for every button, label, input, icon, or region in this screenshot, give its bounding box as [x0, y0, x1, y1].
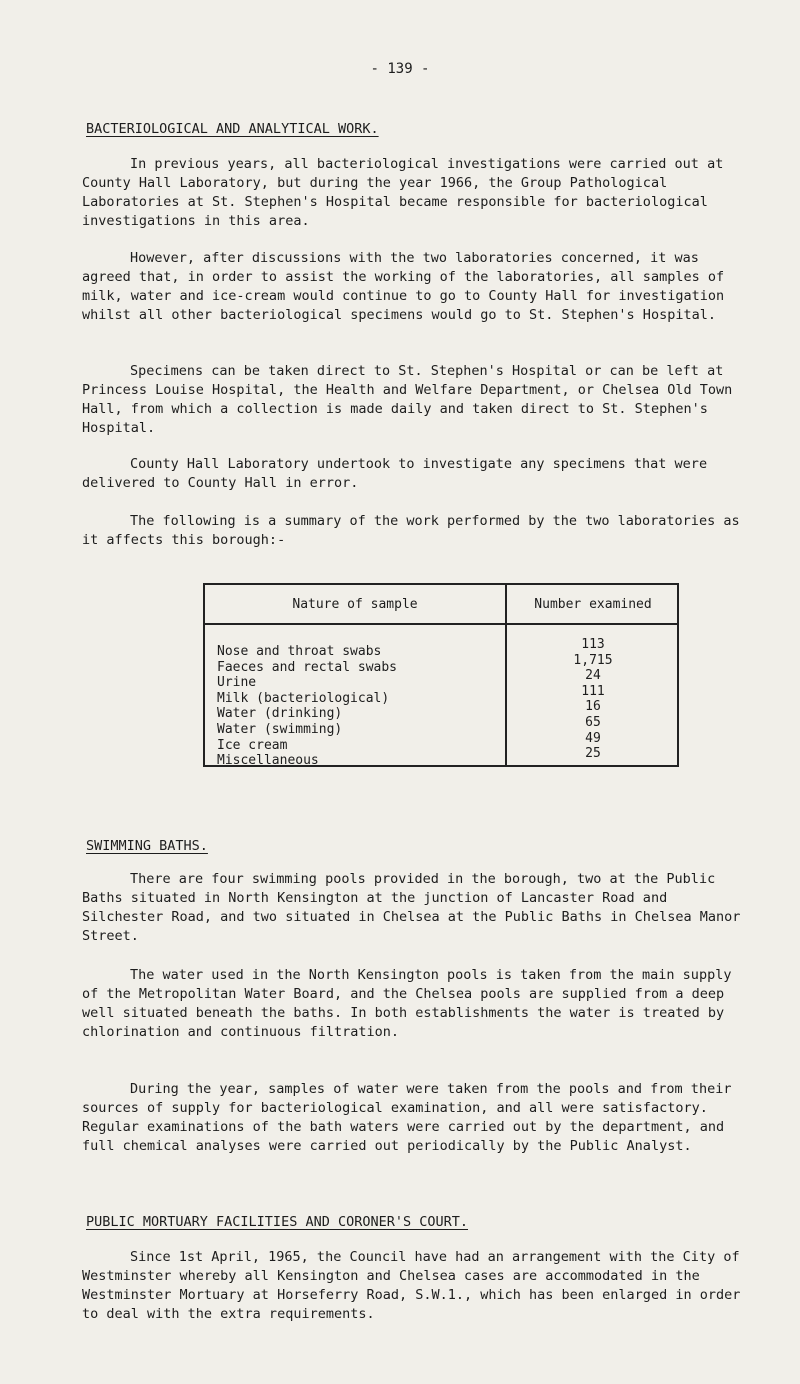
sample-name: Ice cream — [217, 737, 288, 753]
sample-count: 24 — [585, 668, 601, 684]
sample-names-column — [217, 644, 397, 769]
sample-name: Nose and throat swabs — [217, 644, 382, 659]
bacteriological-paragraph-3: Specimens can be taken direct to St. Stephen's Hospital or can be left at Princess Louise Hospital, the Health and Welfare Department, or Chelsea Old Town Hall, from which a collection is made daily and taken direct to St. Stephen's Hospital. — [82, 363, 733, 436]
sample-name: Water (drinking) — [217, 706, 343, 722]
mortuary-paragraph-1: Since 1st April, 1965, the Council have had an arrangement with the City of Westminster whereby all Kensington and Chelsea cases are accommodated in the Westminster Mortuary at Horseferry Road, S.W.1., which has been enlarged in order to deal with the extra requirements. — [82, 1249, 741, 1322]
sample-count: 49 — [585, 730, 601, 746]
bacteriological-paragraph-2: However, after discussions with the two laboratories concerned, it was agreed that, in order to assist the working of the laboratories, all samples of milk, water and ice-cream would continue to go to County Hall for investigation whilst all other bacteriological specimens would go to St. Stephen's Hospital. — [82, 250, 725, 323]
bacteriological-heading: BACTERIOLOGICAL AND ANALYTICAL WORK. — [86, 121, 379, 137]
mortuary-heading: PUBLIC MORTUARY FACILITIES AND CORONER'S COURT. — [86, 1214, 469, 1230]
bacteriological-paragraph-4: County Hall Laboratory undertook to investigate any specimens that were delivered to County Hall in error. — [82, 456, 708, 491]
sample-count: 1,715 — [573, 652, 613, 668]
swimming-paragraph-2: The water used in the North Kensington pools is taken from the main supply of the Metropolitan Water Board, and the Chelsea pools are supplied from a deep well situated beneath the baths. In both establishments the water is treated by chlorination and continuous filtration. — [82, 967, 732, 1040]
swimming-heading: SWIMMING BATHS. — [86, 838, 208, 854]
sample-count: 25 — [585, 746, 601, 762]
sample-count: 16 — [585, 699, 601, 715]
sample-name: Water (swimming) — [217, 721, 343, 737]
sample-counts-column — [507, 637, 679, 762]
samples-table — [203, 583, 679, 767]
bacteriological-paragraph-5: The following is a summary of the work performed by the two laboratories as it affects this borough:- — [82, 513, 740, 548]
table-header-number: Number examined — [534, 597, 652, 612]
table-header-nature: Nature of sample — [292, 597, 418, 612]
bacteriological-paragraph-1: In previous years, all bacteriological investigations were carried out at County Hall Laboratory, but during the year 1966, the Group Pathological Laboratories at St. Stephen's Hospital became responsible for bacteriological investigations in this area. — [82, 156, 724, 229]
sample-name: Faeces and rectal swabs — [217, 659, 398, 675]
page-number: - 139 - — [370, 61, 430, 77]
sample-name: Milk (bacteriological) — [217, 690, 390, 706]
swimming-paragraph-3: During the year, samples of water were taken from the pools and from their sources of supply for bacteriological examination, and all were satisfactory. Regular examinations of the bath waters were carried out by the department, and full chemical analyses were carried out periodically by the Public Analyst. — [82, 1081, 732, 1154]
sample-count: 65 — [585, 714, 601, 730]
table-header-rule — [205, 623, 677, 625]
sample-count: 113 — [581, 637, 605, 652]
sample-name: Urine — [217, 675, 257, 691]
sample-count: 111 — [581, 683, 605, 699]
sample-name: Miscellaneous — [217, 753, 319, 769]
swimming-paragraph-1: There are four swimming pools provided in the borough, two at the Public Baths situated in North Kensington at the junction of Lancaster Road and Silchester Road, and two situated in Chelsea at the Public Baths in Chelsea Manor Street. — [82, 871, 741, 944]
